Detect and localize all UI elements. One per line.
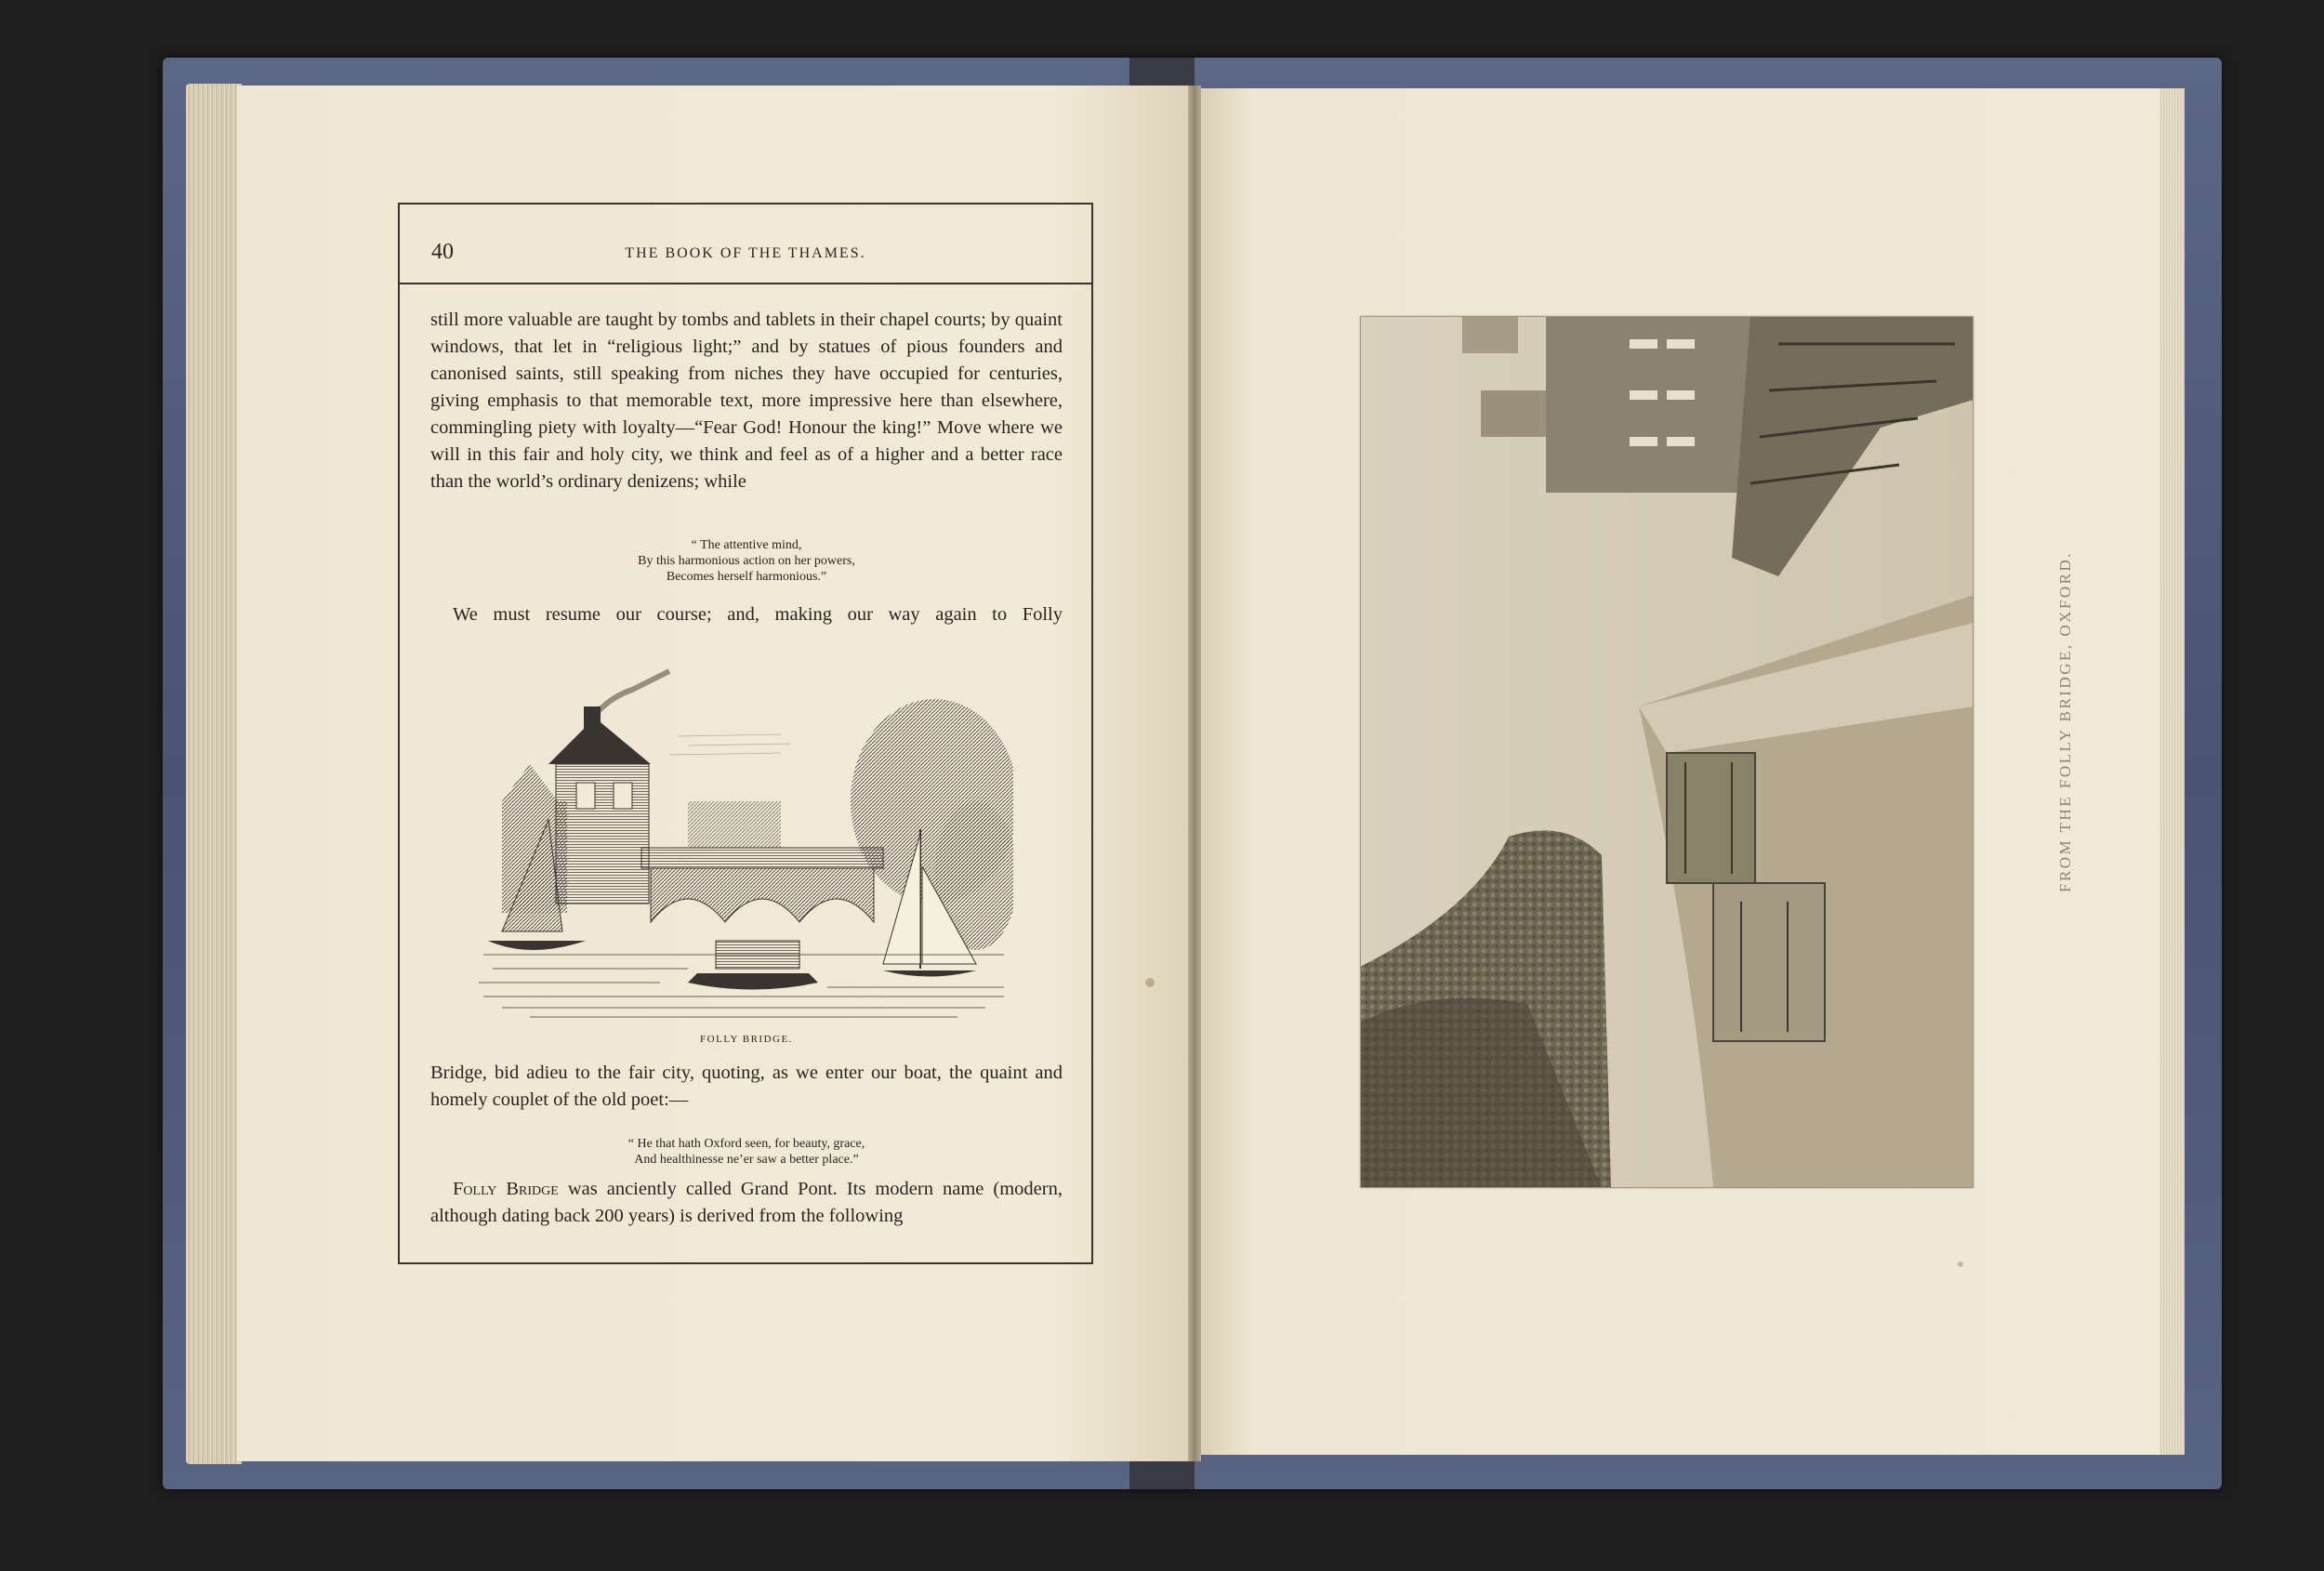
running-head-title: THE BOOK OF THE THAMES. [625, 245, 866, 261]
quote-1-line-3: Becomes herself harmonious.” [666, 570, 827, 584]
photo-caption: FROM THE FOLLY BRIDGE, OXFORD. [2056, 550, 2074, 892]
paragraph-1 [430, 307, 1063, 495]
engraving-caption: FOLLY BRIDGE. [700, 1034, 793, 1045]
quote-1-line-2: By this harmonious action on her powers, [638, 554, 855, 568]
page-edges-left [186, 84, 242, 1464]
paragraph-4 [430, 1176, 1063, 1230]
quote-2-line-2: And healthinesse ne’er saw a better place.” [634, 1153, 859, 1167]
book-gutter [1188, 86, 1201, 1461]
foxing-spot [1958, 1261, 1963, 1267]
paragraph-1-text: still more valuable are taught by tombs and tablets in their chapel courts; by quaint windows, that let in “religious light;” and by statues of pious founders and canonised saints, still speaking from niches they have occupied for centuries, giving emphasis to that memorable text, more impressive here than elsewhere, commingling piety with loyalty—“Fear God! Honour the king!” Move where we will in this fair and holy city, we think and feel as of a higher and a better race than the world’s ordinary denizens; while [430, 310, 1063, 492]
paragraph-4-text [430, 1176, 1063, 1230]
foxing-spot [1145, 978, 1155, 987]
quote-2-line-1: “ He that hath Oxford seen, for beauty, grace, [627, 1137, 865, 1151]
paragraph-4-lead: Folly Bridge [453, 1179, 559, 1199]
quote-1-line-1: “ The attentive mind, [691, 538, 802, 552]
running-head [398, 223, 1093, 284]
paragraph-4-body: was anciently called Grand Pont. Its modern name (modern, although dating back 200 years) is derived from the following [430, 1179, 1063, 1226]
paragraph-2-text: We must resume our course; and, making our way again to Folly [453, 604, 1063, 625]
page-number: 40 [431, 240, 454, 264]
folly-bridge-engraving [474, 662, 1013, 1024]
quote-1 [430, 537, 1063, 585]
paragraph-3 [430, 1060, 1063, 1114]
paragraph-3-text: Bridge, bid adieu to the fair city, quoting, as we enter our boat, the quaint and homely couplet of the old poet:— [430, 1063, 1063, 1110]
quote-2 [430, 1136, 1063, 1168]
paragraph-2 [430, 601, 1063, 628]
folly-bridge-photograph [1360, 316, 1974, 1188]
